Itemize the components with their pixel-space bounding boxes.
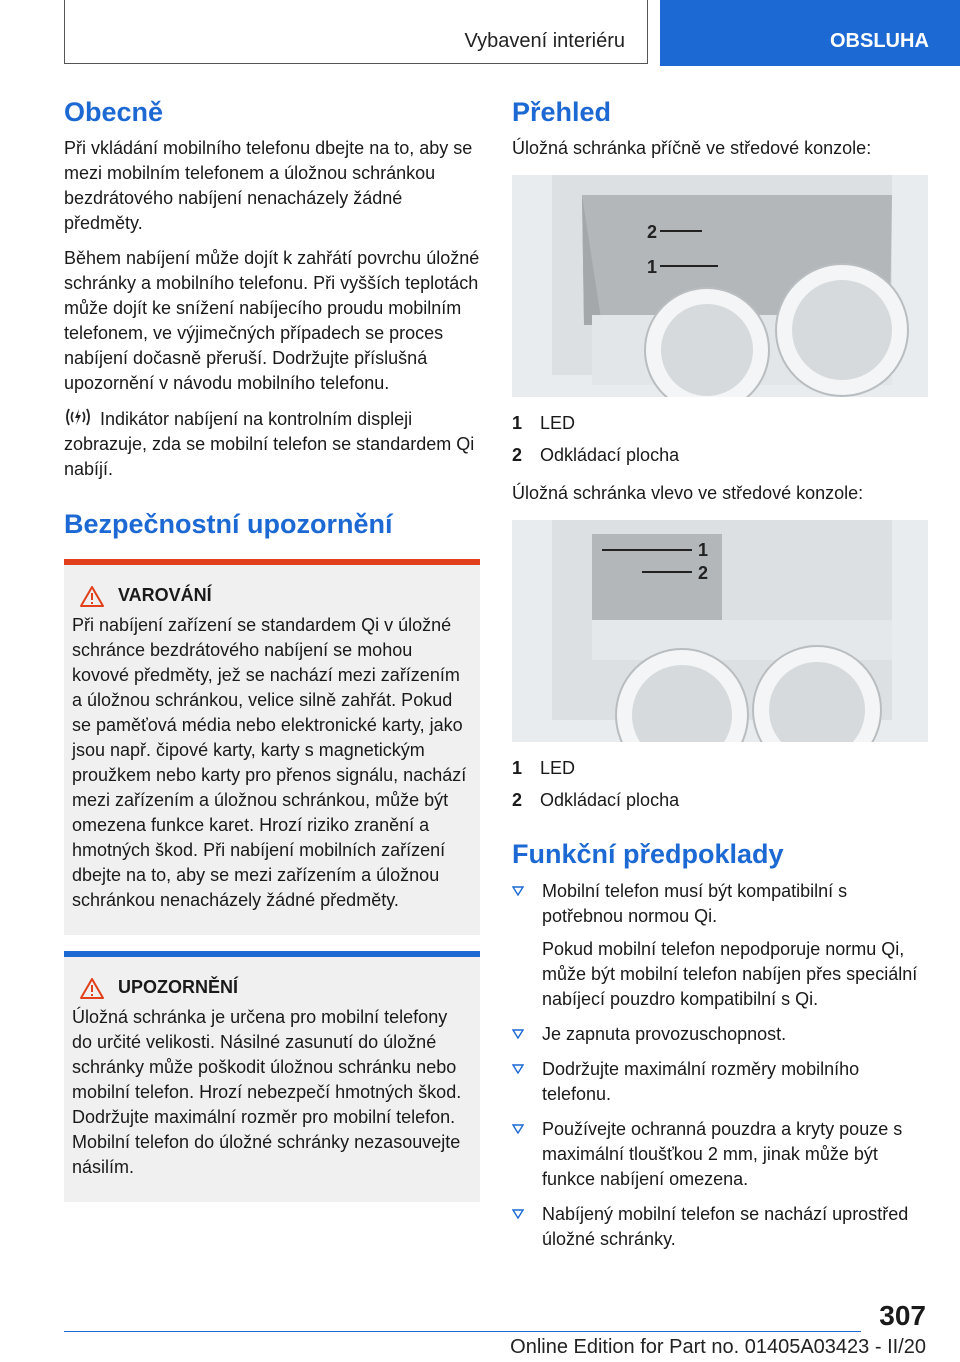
list-triangle-icon (512, 1209, 524, 1219)
warning-heading (72, 585, 472, 607)
legend-item: 1 LED (512, 758, 576, 779)
header-chapter-label: OBSLUHA (830, 30, 929, 52)
notice-label: UPOZORNĚNÍ (118, 977, 239, 998)
figure1-callout-2: 2 (647, 222, 658, 243)
figure1-callout-1: 1 (647, 257, 658, 278)
notice-text: Úložná schránka je určena pro mobilní telefony do určité velikosti. Násilné zasunutí do úložné schránky může poškodit úložnou schránku nebo mobilní telefon. Hrozí nebezpečí hmotných škod. Dodržujte maximální rozměr pro mobilní telefon. Mobilní telefon do úložné schránky nezasouvejte násilím. (72, 1006, 462, 1177)
warning-box (64, 559, 480, 935)
general-paragraph-3-text: Indikátor nabíjení na kontrolním displeji zobrazuje, zda se mobilní telefon se standardem Qi nabíjí. (64, 409, 475, 480)
list-triangle-icon (512, 886, 524, 896)
list-triangle-icon (512, 1064, 524, 1074)
footer-edition: Online Edition for Part no. 01405A03423 - II/20 (510, 1336, 926, 1358)
section-title-overview: Přehled (512, 97, 612, 127)
general-paragraph-2: Během nabíjení může dojít k zahřátí povrchu úložné schránky a mobilního telefonu. Při vyšších teplotách může dojít ke snížení nabíjecího proudu mobilním telefonem, ve výjimečných případech se proces nabíjení dočasně přeruší. Dodržujte příslušná upozornění v návodu mobilního telefonu. (64, 248, 480, 394)
right-column (512, 96, 928, 1262)
requirements-list (512, 879, 928, 1252)
notice-heading (72, 977, 472, 999)
section-title-safety: Bezpečnostní upozornění (64, 509, 393, 540)
list-item: Používejte ochranná pouzdra a kryty pouze s maximální tloušťkou 2 mm, jinak může být funkce nabíjení omezena. (512, 1117, 928, 1192)
list-triangle-icon (512, 1124, 524, 1134)
header-section-title: Vybavení interiéru (464, 30, 625, 52)
list-item: Dodržujte maximální rozměry mobilního telefonu. (512, 1057, 928, 1107)
header-frame (64, 0, 648, 64)
list-item-note: Pokud mobilní telefon nepodporuje normu Qi, může být mobilní telefon nabíjen přes speciální nabíjecí pouzdro kompatibilní s Qi. (542, 938, 918, 1009)
warning-text: Při nabíjení zařízení se standardem Qi v úložné schránce bezdrátového nabíjení se mohou kovové předměty, jež se nachází mezi zařízením a úložnou schránkou, velice silně zahřát. Pokud se paměťová média nebo elektronické karty, jako jsou např. čipové karty, karty s magnetickým proužkem nebo karty pro přenos signálu, nachází mezi zařízením a úložnou schránkou, může být omezena funkce karet. Hrozí riziko zranění a hmotných škod. Při nabíjení mobilních zařízení dbejte na to, aby se mezi zařízením a úložnou schránkou nenacházely žádné předměty. (72, 614, 467, 910)
list-triangle-icon (512, 1029, 524, 1039)
notice-box (64, 951, 480, 1202)
overview-intro-1: Úložná schránka příčně ve středové konzole: (512, 138, 872, 159)
list-item: Mobilní telefon musí být kompatibilní s potřebnou normou Qi. Pokud mobilní telefon nepodporuje normu Qi, může být mobilní telefon nabíjen přes speciální nabíjecí pouzdro kompatibilní s Qi. (512, 879, 928, 1012)
console-photo-transverse (512, 175, 928, 397)
general-paragraph-3 (64, 406, 480, 482)
page-number: 307 (879, 1300, 926, 1331)
section-title-general: Obecně (64, 97, 164, 127)
left-column (64, 96, 480, 1202)
list-item: Nabíjený mobilní telefon se nachází uprostřed úložné schránky. (512, 1202, 928, 1252)
legend-item: 2 Odkládací plocha (512, 790, 680, 811)
list-item: Je zapnuta provozuschopnost. (512, 1022, 928, 1047)
console-photo-left (512, 520, 928, 742)
warning-label: VAROVÁNÍ (118, 585, 212, 606)
header-chapter-tab (660, 0, 960, 66)
section-title-requirements: Funkční předpoklady (512, 839, 784, 870)
overview-intro-2: Úložná schránka vlevo ve středové konzole: (512, 483, 864, 504)
footer-divider (64, 1331, 861, 1332)
legend-item: 2 Odkládací plocha (512, 445, 680, 466)
figure2-callout-2: 2 (698, 563, 709, 584)
general-paragraph-1: Při vkládání mobilního telefonu dbejte na to, aby se mezi mobilním telefonem a úložnou schránkou bezdrátového nabíjení nenacházely žádné předměty. (64, 138, 473, 234)
warning-triangle-icon (80, 977, 104, 999)
warning-triangle-icon (80, 585, 104, 607)
wireless-charging-icon (64, 406, 92, 428)
figure2-callout-1: 1 (698, 540, 709, 561)
legend-item: 1 LED (512, 413, 576, 434)
